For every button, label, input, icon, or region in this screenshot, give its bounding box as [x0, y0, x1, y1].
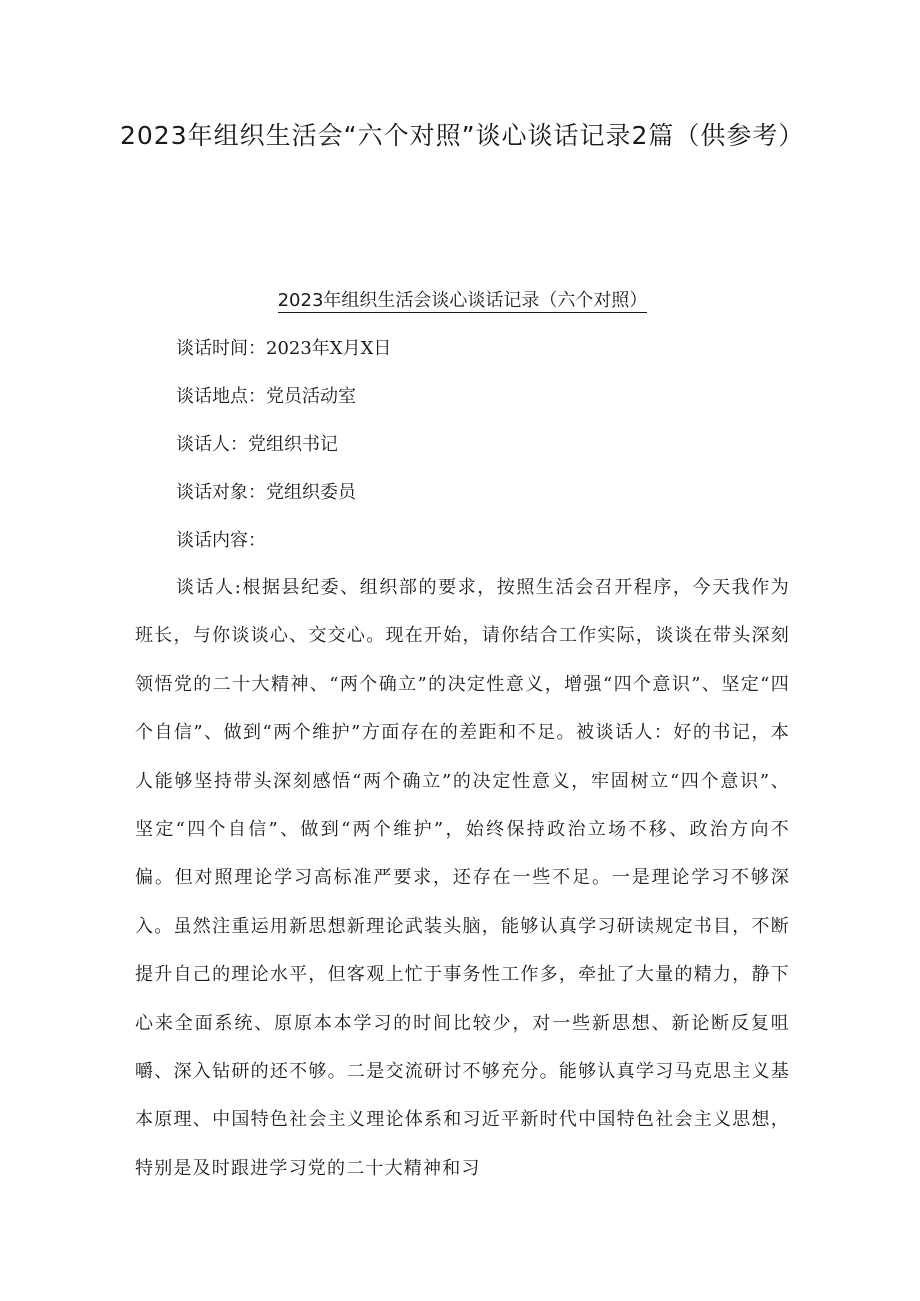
- meta-target: 谈话对象：党组织委员: [176, 482, 356, 503]
- meta-time: 谈话时间：2023年X月X日: [176, 338, 392, 359]
- document-title: 2023年组织生活会“六个对照”谈心谈话记录2篇（供参考）: [120, 121, 805, 150]
- meta-place: 谈话地点：党员活动室: [176, 386, 356, 407]
- meta-content-label: 谈话内容：: [176, 530, 266, 551]
- section-title: [135, 288, 790, 314]
- body-paragraph: 谈话人:根据县纪委、组织部的要求，按照生活会召开程序，今天我作为班长，与你谈谈心、交交心。现在开始，请你结合工作实际，谈谈在带头深刻领悟党的二十大精神、“两个确立”的决定性意义，增强“四个意识”、坚定“四个自信”、做到“两个维护”方面存在的差距和不足。被谈话人：好的书记，本人能够坚持带头深刻感悟“两个确立”的决定性意义，牢固树立“四个意识”、坚定“四个自信”、做到“两个维护”，始终保持政治立场不移、政治方向不偏。但对照理论学习高标准严要求，还存在一些不足。一是理论学习不够深入。虽然注重运用新思想新理论武装头脑，能够认真学习研读规定书目，不断提升自己的理论水平，但客观上忙于事务性工作多，牵扯了大量的精力，静下心来全面系统、原原本本学习的时间比较少，对一些新思想、新论断反复咀嚼、深入钻研的还不够。二是交流研讨不够充分。能够认真学习马克思主义基本原理、中国特色社会主义理论体系和习近平新时代中国特色社会主义思想，特别是及时跟进学习党的二十大精神和习: [135, 577, 790, 1179]
- meta-speaker: 谈话人：党组织书记: [176, 434, 338, 455]
- section-title-text: 2023年组织生活会谈心谈话记录（六个对照）: [277, 290, 648, 311]
